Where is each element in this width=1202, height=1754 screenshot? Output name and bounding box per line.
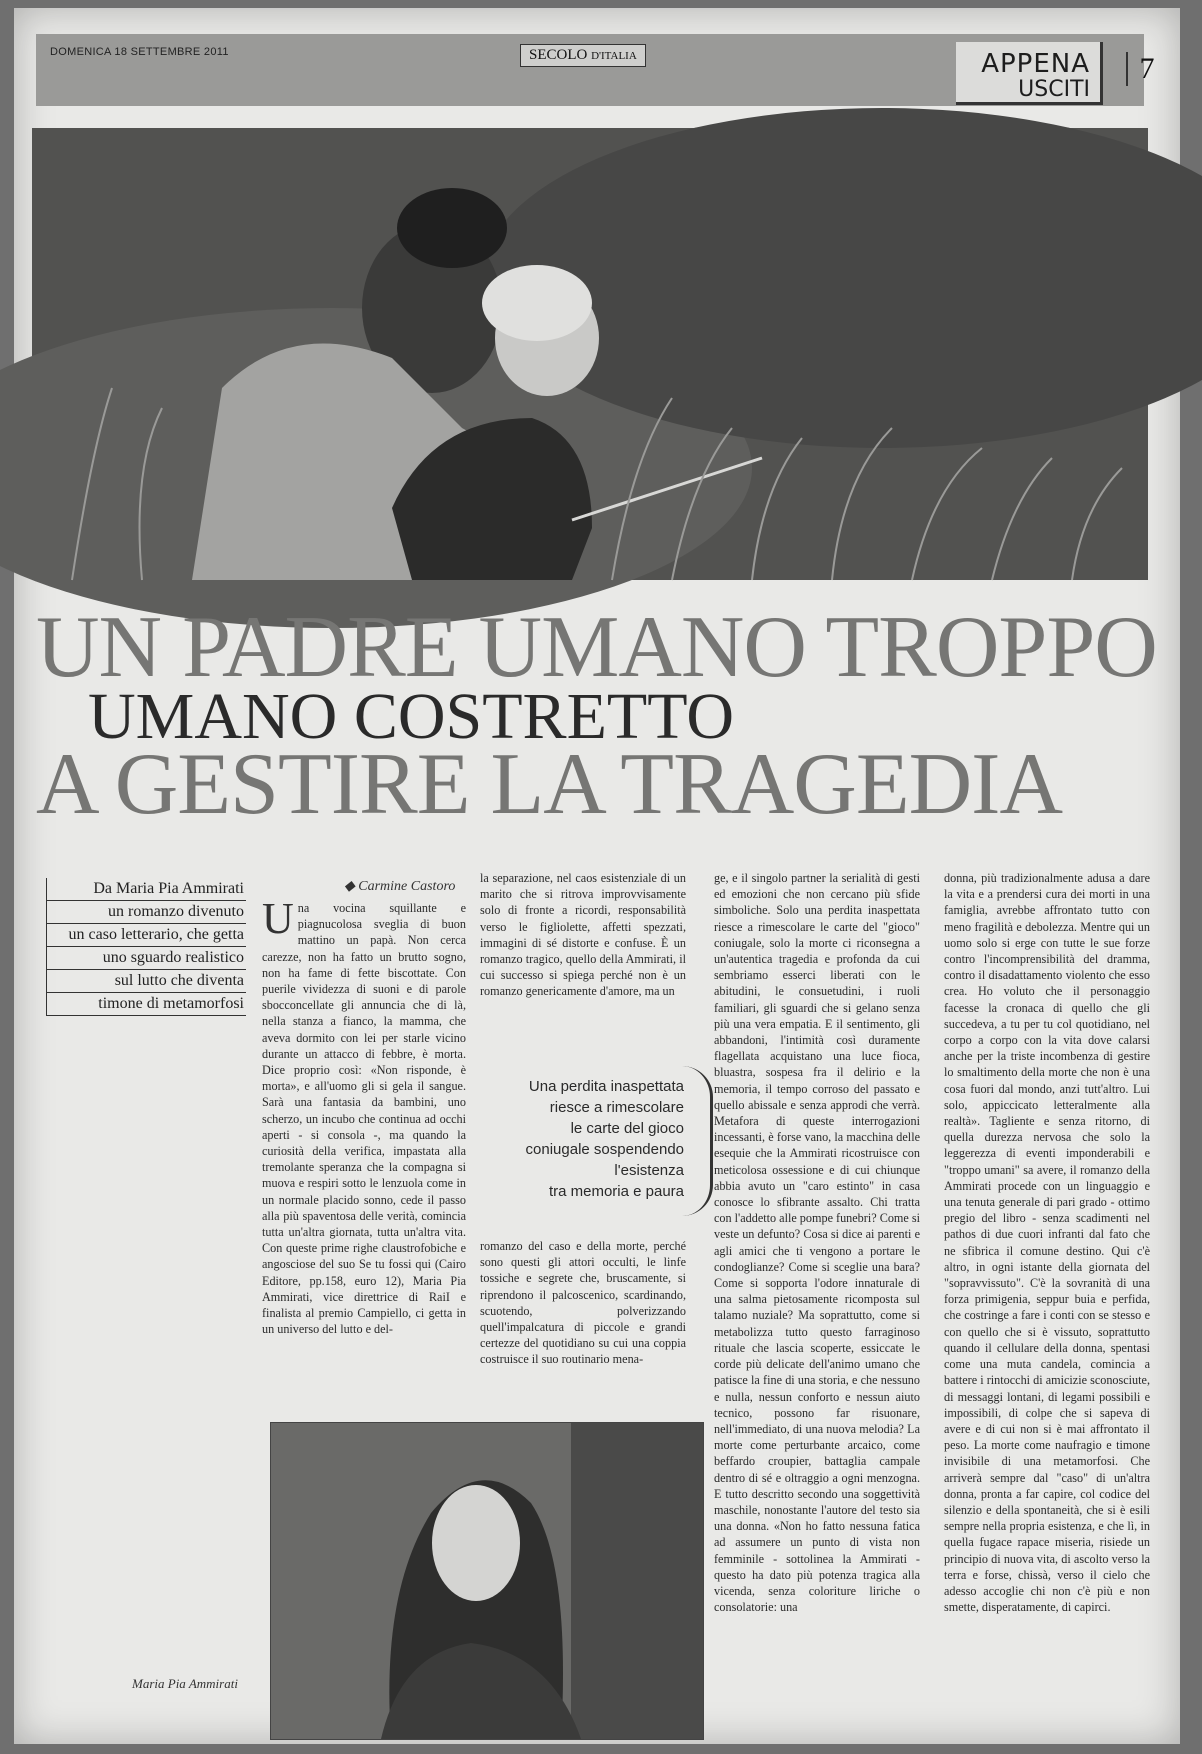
drop-cap: U bbox=[262, 894, 294, 943]
summary-line: un romanzo divenuto bbox=[46, 901, 246, 924]
summary-line: un caso letterario, che getta bbox=[46, 924, 246, 947]
article-column-2-bottom: romanzo del caso e della morte, perché sono questi gli attori occulti, le linfe tossiche e segrete che, bruscamente, si riprendono il palcoscenico, scardinando, scuotendo, polverizzando quell'impalcatura di piccole e grandi certezze del quotidiano su cui una coppia costruisce il suo routinario mena- bbox=[480, 1239, 686, 1367]
newspaper-name bbox=[520, 44, 646, 67]
newspaper-name-main: SECOLO bbox=[529, 47, 588, 63]
headline-line3: A GESTIRE LA TRAGEDIA bbox=[36, 736, 1063, 833]
article-column-3: ge, e il singolo partner la serialità di gesti ed emozioni che non cercano più sfide simboliche. Solo una perdita inaspettata riesce a rimescolare le carte del "gioco" coniugale, solo la morte ci riconsegna a un'autentica tragedia e profonda da cui sembriamo esserci liberati con le abitudini, le consuetudini, i ruoli familiari, gli sguardi che si gelano senza più una vera empatia. E il sentimento, gli abbandoni, l'intimità così duramente flagellata acquistano una luce fioca, bluastra, sospesa fra il delirio e la memoria, il tempo corroso del passato e quello abissale e senza approdi che verrà. Metafora di queste interrogazioni incessanti, è forse vano, la macchina delle esequie che la Ammirati ricostruisce con meticolosa ossessione e di cui chiunque abbia avuto un "caro estinto" in casa conosce lo sfibrante assalto. Chi tratta con l'addetto alle pompe funebri? Come si veste un defunto? Cosa si dice ai parenti e agli amici che ti vengono a portare le condoglianze? Come si sceglie una bara? Come si sopporta l'odore innaturale di una salma pietosamente ricomposta sul talamo nuziale? Ma soprattutto, come si metabolizza tutto questo farraginoso rituale che lascia scoperte, essiccate le corde più delicate dell'animo umano che patisce la fine di una storia, e che nessuno e nulla, nessun conforto e nessun aiuto tecnico, possono far risuonare, nell'immediato, di una nuova melodia? La morte come perturbante arcaico, come beffardo croupier, battaglia campale dentro di sé e oltraggio a ogni menzogna. E tutto descritto secondo una soggettività maschile, nonostante l'autore del testo sia una donna. «Non ho fatto nessuna fatica ad assumere un punto di vista non femminile - sottolinea la Ammirati - questo ha dato più potenza tragica alla vicenda, senza coloriture liriche o consolatorie: una bbox=[714, 871, 920, 1615]
page-number: 7 bbox=[1126, 52, 1166, 86]
pull-quote-line: l'esistenza bbox=[614, 1162, 684, 1179]
pull-quote-line: coniugale sospendendo bbox=[525, 1141, 684, 1158]
article-column-4: donna, più tradizionalmente adusa a dare la vita e a prendersi cura dei morti in una famiglia, avrebbe affrontato tutto con meno fragilità e debolezza. Mentre qui un uomo solo si erge con tutte le sue forze contro l'incomprensibilità del dramma, contro il disadattamento violento che esso crea. Ho voluto che il personaggio facesse la cronaca di quello che gli succedeva, a tu per tu col quotidiano, nel corpo a corpo con la vita dove calarsi anche per la triste incombenza di gestire lo smaltimento della morte che non è una cosa fuori dal mondo, anzi tutt'altro. Lui solo, appiccicato letteralmente alla realtà». Tagliente e senza ritorno, di quella durezza nervosa che solo la leggerezza di eventi imponderabili e "troppo umani" sa avere, il romanzo della Ammirati procede con un linguaggio e una tenuta generale di pari grado - ottimo pregio del libro - senza scadimenti nel pathos di due cuori infranti dal fato che ne sfibrica il comune destino. Qui c'è altro, in ogni istante della giornata del "sopravvissuto". C'è la sovranità di una forza primigenia, seppur buia e perfida, che costringe a fare i conti con se stesso e con quello che si è vissuto, soprattutto quando il cellulare della donna, spentasi come una muta candela, comincia a battere i rintocchi di amicizie sconosciute, di messaggi lontani, di legami possibili e impossibili, di colpe che si sapeva di avere e di cui non si è mai affrontato il peso. La morte come naufragio e timone invisibile di una metamorfosi. Che arriverà sempre dal "caso" di un'altra donna, pronta a far capire, col codice del silenzio e della spontaneità, che si è esili sempre nella propria esistenza, e che lì, in quella fugace rapace miseria, risiede un principio di nuova vita, di ascolto verso la terra e forse, chissà, verso il cielo che adesso accoglie chi non c'è più e non smette, disperatamente, di capirci. bbox=[944, 871, 1150, 1615]
author-portrait-photo bbox=[270, 1422, 704, 1740]
portrait-illustration bbox=[271, 1423, 703, 1739]
issue-date: DOMENICA 18 SETTEMBRE 2011 bbox=[50, 46, 229, 58]
author-byline: ◆ Carmine Castoro bbox=[344, 879, 456, 894]
pull-quote-line: riesce a rimescolare bbox=[549, 1099, 684, 1116]
summary-line: Da Maria Pia Ammirati bbox=[46, 878, 246, 901]
section-label bbox=[956, 42, 1103, 105]
article-headline bbox=[36, 599, 1157, 833]
pull-quote-line: tra memoria e paura bbox=[548, 1183, 684, 1200]
headline-line1: UN PADRE UMANO TROPPO bbox=[36, 599, 1157, 696]
summary-line: sul lutto che diventa bbox=[46, 970, 246, 993]
column-1-text: na vocina squillante e piagnucolosa sveglia di buon mattino un papà. Non cerca carezze, non ha fatto un brutto sogno, non ha fame di fette biscottate. Con puerile vividezza di suoni e di parole sbocconcellate gli annuncia che di là, nella stanza a fianco, la mamma, che aveva dormito con lei per starle vicino durante un attacco di febbre, è morta. Dice proprio così: «Non risponde, è morta», e all'uomo gli si gela il sangue. Sarà una fantasia da bambini, uno scherzo, un incubo che continua ad occhi aperti - si consola -, ma quando la curiosità della verifica, impastata alla tremolante speranza che la compagna si muova e respiri sotto le lenzuola come in un normale placido sonno, cede il passo alla più spaventosa delle verità, comincia tutta un'altra giornata, tutta un'altra vita. Con queste prime righe claustrofobiche e angosciose del suo Se tu fossi qui (Cairo Editore, pp.158, euro 12), Maria Pia Ammirati, vice direttrice di RaiI e finalista al premio Campiello, ci getta in un universo del lutto e del- bbox=[262, 901, 466, 1337]
pull-quote-bracket bbox=[682, 1066, 713, 1216]
pull-quote-line: le carte del gioco bbox=[570, 1120, 684, 1137]
article-summary bbox=[46, 878, 246, 1016]
summary-line: uno sguardo realistico bbox=[46, 947, 246, 970]
portrait-caption: Maria Pia Ammirati bbox=[132, 1676, 238, 1691]
article-column-2-top: la separazione, nel caos esistenziale di un marito che si ritrova improvvisamente solo di fronte a ricordi, responsabilità verso le figliolette, affetti spezzati, immagini di sé distorte e confuse. È un romanzo tragico, quello della Ammirati, il cui successo si spiega perché non è un romanzo genericamente d'amore, ma un bbox=[480, 871, 686, 999]
masthead bbox=[36, 34, 1155, 106]
pull-quote bbox=[484, 1076, 684, 1202]
article-column-1 bbox=[262, 894, 466, 1420]
hero-photo-father-and-child-fishing bbox=[32, 128, 1148, 580]
newspaper-name-small: D'ITALIA bbox=[591, 50, 637, 62]
headline-line2: UMANO COSTRETTO bbox=[88, 680, 734, 753]
summary-line: timone di metamorfosi bbox=[46, 993, 246, 1016]
section-label-line1: APPENA bbox=[981, 49, 1090, 79]
pull-quote-line: Una perdita inaspettata bbox=[528, 1078, 684, 1095]
newspaper-page bbox=[14, 8, 1180, 1744]
section-label-line2: USCITI bbox=[1018, 77, 1090, 102]
hero-photo-illustration bbox=[32, 128, 1148, 580]
